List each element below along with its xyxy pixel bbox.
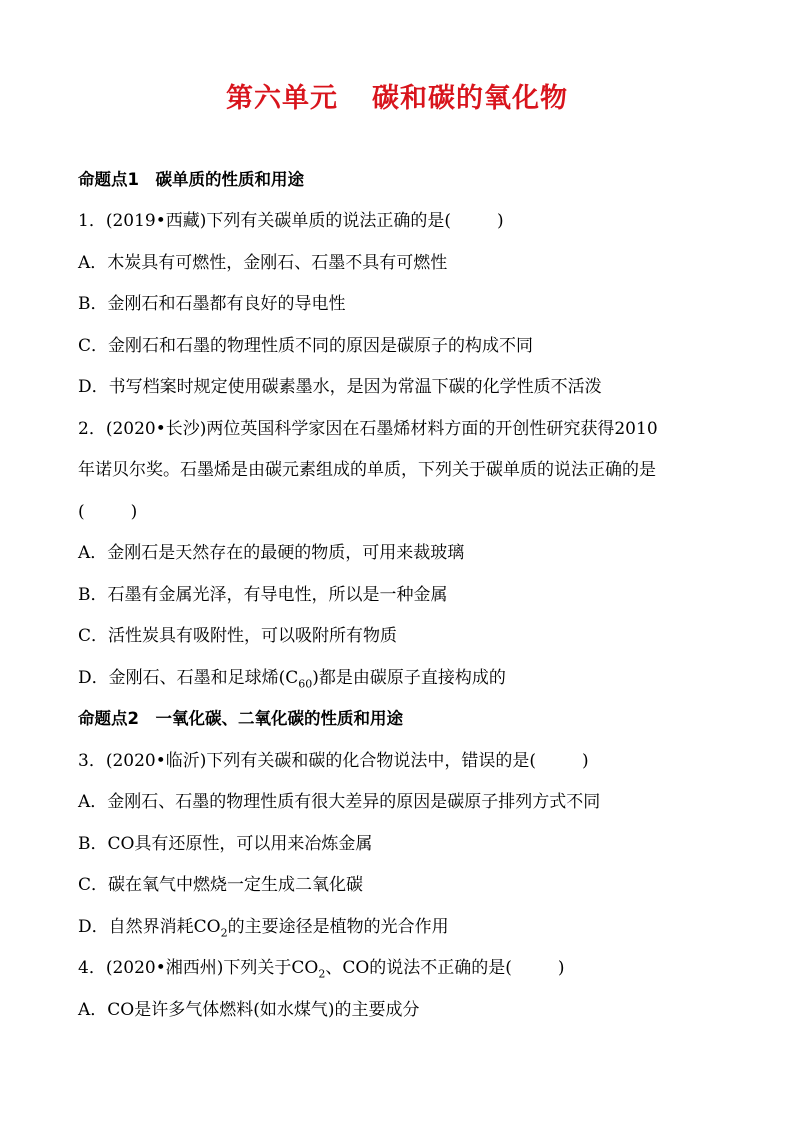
question-2-open: ( [78, 502, 85, 522]
option-d-text-end: 的主要途径是植物的光合作用 [227, 917, 449, 937]
question-1-option-d: D．书写档案时规定使用碳素墨水，是因为常温下碳的化学性质不活泼 [78, 377, 602, 397]
question-4-option-a: A．CO是许多气体燃料(如水煤气)的主要成分 [78, 1000, 420, 1020]
question-3-close: ) [582, 751, 589, 771]
question-2-option-a: A．金刚石是天然存在的最硬的物质，可用来裁玻璃 [78, 543, 465, 563]
subscript-2: 2 [220, 926, 228, 940]
question-2-stem-line1: 2．(2020•长沙)两位英国科学家因在石墨烯材料方面的开创性研究获得2010 [78, 419, 658, 439]
question-2-stem-line2: 年诺贝尔奖。石墨烯是由碳元素组成的单质，下列关于碳单质的说法正确的是 [78, 460, 656, 480]
question-2-option-b: B．石墨有金属光泽，有导电性，所以是一种金属 [78, 585, 448, 605]
subscript-2: 2 [318, 967, 326, 981]
question-3-option-b: B．CO具有还原性，可以用来冶炼金属 [78, 834, 373, 854]
question-1-text: 1．(2019•西藏)下列有关碳单质的说法正确的是( [78, 211, 452, 231]
question-4-stem [78, 958, 565, 984]
option-d-text: D．金刚石、石墨和足球烯(C [78, 668, 299, 688]
question-2-option-d [78, 668, 506, 694]
question-3-option-d [78, 917, 449, 943]
subscript-60: 60 [298, 677, 313, 691]
option-d-text-end: )都是由碳原子直接构成的 [312, 668, 506, 688]
section-heading-2: 命题点2 一氧化碳、二氧化碳的性质和用途 [78, 709, 403, 728]
question-3-option-c: C．碳在氧气中燃烧一定生成二氧化碳 [78, 875, 364, 895]
question-1-stem [78, 211, 504, 231]
question-4-close: ) [557, 958, 565, 978]
unit-number: 第六单元 [226, 83, 338, 114]
question-2-option-c: C．活性炭具有吸附性，可以吸附所有物质 [78, 626, 398, 646]
question-1-option-a: A．木炭具有可燃性，金刚石、石墨不具有可燃性 [78, 253, 448, 273]
question-3-text: 3．(2020•临沂)下列有关碳和碳的化合物说法中，错误的是( [78, 751, 537, 771]
question-4-text: 4．(2020•湘西州)下列关于CO [78, 958, 319, 978]
section-heading-1: 命题点1 碳单质的性质和用途 [78, 170, 304, 189]
question-3-stem [78, 751, 589, 771]
question-1-option-c: C．金刚石和石墨的物理性质不同的原因是碳原子的构成不同 [78, 336, 534, 356]
question-2-stem-line3 [78, 502, 137, 522]
page-title [0, 76, 794, 115]
question-3-option-a: A．金刚石、石墨的物理性质有很大差异的原因是碳原子排列方式不同 [78, 792, 601, 812]
option-d-text: D．自然界消耗CO [78, 917, 221, 937]
question-2-close: ) [130, 502, 138, 522]
question-4-text-end: 、CO的说法不正确的是( [325, 958, 512, 978]
question-1-option-b: B．金刚石和石墨都有良好的导电性 [78, 294, 346, 314]
question-1-close: ) [497, 211, 504, 231]
unit-topic: 碳和碳的氧化物 [372, 83, 568, 114]
